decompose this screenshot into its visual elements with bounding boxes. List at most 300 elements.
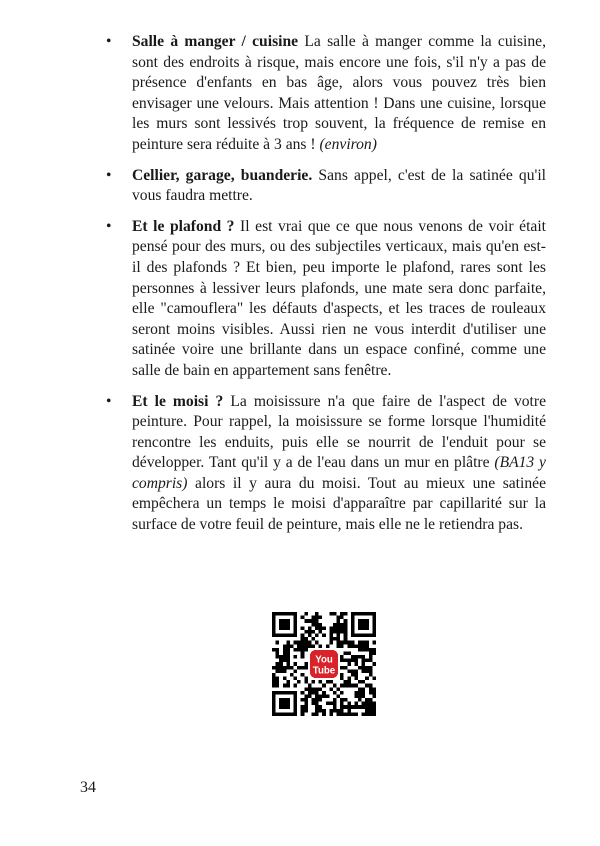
qr-module: [362, 644, 366, 648]
qr-module: [344, 626, 348, 630]
qr-module: [333, 705, 337, 709]
qr-module: [279, 669, 283, 673]
item-text: Il est vrai que ce que nous venons de voir était pensé pour des murs, ou des subjectiles verticaux, mais qu'en est-il des plafonds ? Et bien, peu importe le plafond, rares sont les personnes à lessiver leurs plafonds, une mate sera donc parfaite, elle "camouflera" les défauts d'aspects, et les traces de rouleaux seront moins visibles. Aussi rien ne vous interdit d'utiliser une satinée voire une brillante dans un espace confiné, comme une salle de bain en appartement sans fenêtre.: [132, 217, 546, 379]
youtube-logo-line1: You: [315, 654, 333, 666]
qr-module: [354, 712, 358, 716]
qr-module: [276, 666, 280, 670]
qr-module: [294, 655, 298, 659]
qr-module: [372, 691, 376, 695]
qr-module: [365, 702, 369, 706]
qr-module: [304, 662, 308, 666]
qr-module: [372, 709, 376, 713]
qr-module: [322, 634, 326, 638]
qr-module: [308, 694, 312, 698]
item-heading: Et le moisi ?: [132, 392, 224, 410]
qr-module: [337, 709, 341, 713]
qr-module: [294, 669, 298, 673]
qr-module: [337, 623, 341, 627]
qr-module: [315, 705, 319, 709]
qr-module: [283, 684, 287, 688]
qr-module: [362, 641, 366, 645]
qr-module: [358, 644, 362, 648]
qr-module: [362, 666, 366, 670]
qr-module: [344, 684, 348, 688]
qr-module: [308, 687, 312, 691]
qr-module: [362, 705, 366, 709]
qr-module: [311, 619, 315, 623]
qr-module: [301, 698, 305, 702]
list-item-salle-a-manger: [104, 32, 546, 156]
qr-module: [311, 702, 315, 706]
qr-module: [276, 669, 280, 673]
qr-module: [322, 691, 326, 695]
bullet-icon: •: [106, 217, 112, 235]
qr-module: [297, 648, 301, 652]
qr-module: [344, 619, 348, 623]
qr-module: [362, 648, 366, 652]
qr-module: [319, 698, 323, 702]
qr-module: [344, 630, 348, 634]
qr-module: [362, 712, 366, 716]
item-text: Sans appel, c'est de la satinée qu'il vous faudra mettre.: [132, 166, 546, 205]
qr-module: [340, 623, 344, 627]
qr-module: [340, 673, 344, 677]
qr-module: [372, 641, 376, 645]
qr-module: [304, 612, 308, 616]
qr-module: [354, 659, 358, 663]
qr-module: [304, 644, 308, 648]
qr-module: [279, 659, 283, 663]
qr-module: [301, 641, 305, 645]
qr-module: [315, 619, 319, 623]
qr-module: [344, 612, 348, 616]
qr-module: [276, 655, 280, 659]
qr-module: [329, 641, 333, 645]
qr-module: [369, 655, 373, 659]
qr-module: [286, 651, 290, 655]
qr-module: [337, 634, 341, 638]
qr-module: [340, 659, 344, 663]
qr-module: [372, 651, 376, 655]
qr-module: [351, 712, 355, 716]
qr-module: [354, 655, 358, 659]
qr-module: [333, 612, 337, 616]
qr-module: [333, 698, 337, 702]
qr-module: [319, 709, 323, 713]
item-text-continued: alors il y aura du moisi. Tout au mieux une satinée empêchera un temps le moisi d'apparaître par capillarité sur la surface de votre feuil de peinture, mais elle ne le retiendra pas.: [132, 474, 546, 534]
qr-finder-top-left: [272, 612, 297, 637]
qr-module: [333, 702, 337, 706]
qr-module: [329, 712, 333, 716]
qr-module: [315, 634, 319, 638]
qr-module: [329, 702, 333, 706]
qr-module: [333, 637, 337, 641]
youtube-logo-line2: Tube: [312, 665, 336, 677]
qr-module: [283, 655, 287, 659]
qr-module: [369, 702, 373, 706]
qr-module: [362, 662, 366, 666]
qr-module: [329, 637, 333, 641]
qr-module: [358, 655, 362, 659]
qr-module: [340, 705, 344, 709]
qr-module: [340, 644, 344, 648]
qr-module: [333, 626, 337, 630]
qr-module: [315, 626, 319, 630]
qr-module: [319, 630, 323, 634]
qr-module: [365, 677, 369, 681]
qr-module: [369, 684, 373, 688]
qr-module: [304, 694, 308, 698]
qr-module: [369, 659, 373, 663]
qr-module: [365, 712, 369, 716]
qr-module: [272, 680, 276, 684]
qr-module: [358, 691, 362, 695]
qr-module: [304, 630, 308, 634]
qr-module: [347, 659, 351, 663]
qr-module: [301, 705, 305, 709]
qr-module: [344, 634, 348, 638]
qr-module: [351, 669, 355, 673]
qr-module: [329, 709, 333, 713]
qr-module: [304, 687, 308, 691]
qr-module: [297, 641, 301, 645]
list-item-moisi: [104, 392, 546, 536]
qr-module: [369, 691, 373, 695]
qr-module: [301, 616, 305, 620]
qr-module: [369, 669, 373, 673]
qr-module: [311, 623, 315, 627]
qr-module: [283, 666, 287, 670]
qr-module: [347, 702, 351, 706]
qr-module: [369, 698, 373, 702]
qr-module: [301, 673, 305, 677]
qr-module: [315, 641, 319, 645]
qr-module: [297, 666, 301, 670]
qr-module: [358, 680, 362, 684]
qr-finder-bottom-left: [272, 691, 297, 716]
qr-module: [301, 691, 305, 695]
bullet-icon: •: [106, 166, 112, 184]
qr-module: [319, 616, 323, 620]
qr-module: [297, 644, 301, 648]
qr-module: [276, 641, 280, 645]
qr-module: [311, 712, 315, 716]
qr-module: [344, 641, 348, 645]
qr-module: [286, 655, 290, 659]
qr-module: [354, 694, 358, 698]
qr-module: [337, 630, 341, 634]
youtube-logo-icon: [308, 648, 340, 680]
qr-module: [290, 644, 294, 648]
qr-module: [286, 662, 290, 666]
qr-module: [283, 669, 287, 673]
qr-module: [276, 680, 280, 684]
qr-module: [365, 666, 369, 670]
qr-module: [372, 702, 376, 706]
qr-module: [351, 673, 355, 677]
qr-module: [340, 712, 344, 716]
qr-module: [329, 630, 333, 634]
qr-module: [315, 691, 319, 695]
qr-module: [319, 680, 323, 684]
qr-module: [372, 694, 376, 698]
qr-module: [319, 694, 323, 698]
qr-module: [286, 680, 290, 684]
qr-module: [354, 705, 358, 709]
qr-module: [279, 666, 283, 670]
item-text: La moisissure n'a que faire de l'aspect de votre peinture. Pour rappel, la moisissure se forme lorsque l'humidité rencontre les enduits, puis elle se nourrit de l'enduit pour se développer. Tant qu'il y a de l'eau dans un mur en plâtre: [132, 392, 546, 472]
qr-module: [340, 666, 344, 670]
qr-module: [354, 669, 358, 673]
item-italic-note: (environ): [319, 135, 377, 153]
bullet-list: [104, 32, 546, 536]
qr-module: [347, 684, 351, 688]
qr-module: [308, 644, 312, 648]
qr-module: [308, 691, 312, 695]
qr-module: [340, 698, 344, 702]
qr-module: [358, 694, 362, 698]
qr-module: [333, 630, 337, 634]
qr-module: [286, 648, 290, 652]
qr-module: [347, 705, 351, 709]
qr-module: [326, 644, 330, 648]
qr-module: [279, 662, 283, 666]
qr-module: [351, 659, 355, 663]
qr-module: [326, 702, 330, 706]
youtube-qr-code[interactable]: [272, 612, 376, 716]
qr-module: [297, 680, 301, 684]
qr-module: [358, 648, 362, 652]
qr-module: [308, 630, 312, 634]
qr-module: [286, 659, 290, 663]
qr-module: [369, 648, 373, 652]
qr-module: [369, 705, 373, 709]
qr-module: [301, 626, 305, 630]
qr-module: [347, 677, 351, 681]
qr-module: [301, 644, 305, 648]
qr-module: [311, 616, 315, 620]
qr-module: [311, 687, 315, 691]
qr-module: [304, 648, 308, 652]
qr-module: [354, 677, 358, 681]
qr-module: [344, 680, 348, 684]
qr-module: [337, 712, 341, 716]
qr-module: [301, 712, 305, 716]
qr-module: [301, 666, 305, 670]
qr-module: [337, 687, 341, 691]
qr-module: [308, 626, 312, 630]
qr-module: [311, 698, 315, 702]
qr-module: [322, 626, 326, 630]
qr-module: [272, 648, 276, 652]
qr-module: [308, 619, 312, 623]
qr-module: [308, 641, 312, 645]
qr-module: [319, 687, 323, 691]
qr-module: [315, 616, 319, 620]
qr-module: [372, 648, 376, 652]
qr-module: [272, 677, 276, 681]
qr-module: [286, 684, 290, 688]
qr-module: [351, 644, 355, 648]
qr-module: [369, 666, 373, 670]
qr-module: [340, 630, 344, 634]
qr-module: [365, 669, 369, 673]
qr-module: [372, 705, 376, 709]
qr-module: [311, 630, 315, 634]
qr-module: [276, 662, 280, 666]
qr-module: [358, 698, 362, 702]
qr-module: [319, 623, 323, 627]
qr-module: [372, 677, 376, 681]
qr-module: [329, 680, 333, 684]
qr-module: [365, 709, 369, 713]
qr-module: [351, 705, 355, 709]
qr-module: [354, 644, 358, 648]
qr-module: [344, 666, 348, 670]
qr-module: [276, 684, 280, 688]
qr-module: [286, 641, 290, 645]
qr-module: [301, 648, 305, 652]
qr-module: [272, 684, 276, 688]
qr-module: [326, 680, 330, 684]
qr-module: [337, 641, 341, 645]
qr-module: [358, 687, 362, 691]
qr-module: [351, 684, 355, 688]
qr-module: [365, 698, 369, 702]
item-text: La salle à manger comme la cuisine, sont des endroits à risque, mais encore une fois, s'il n'y a pas de présence d'enfants en bas âge, alors vous pouvez très bien envisager une velours. Mais attention ! Dans une cuisine, lorsque les murs sont lessivés trop souvent, la fréquence de remise en peinture sera réduite à 3 ans !: [132, 33, 546, 153]
qr-module: [358, 641, 362, 645]
qr-module: [344, 712, 348, 716]
qr-module: [347, 641, 351, 645]
qr-module: [340, 677, 344, 681]
qr-module: [344, 637, 348, 641]
qr-module: [301, 651, 305, 655]
qr-module: [315, 612, 319, 616]
qr-module: [372, 662, 376, 666]
qr-module: [365, 648, 369, 652]
qr-module: [329, 612, 333, 616]
qr-module: [362, 691, 366, 695]
qr-module: [369, 687, 373, 691]
qr-module: [369, 712, 373, 716]
qr-module: [337, 644, 341, 648]
qr-module: [304, 698, 308, 702]
qr-module: [337, 616, 341, 620]
qr-module: [340, 626, 344, 630]
qr-module: [315, 709, 319, 713]
qr-module: [276, 677, 280, 681]
qr-module: [333, 684, 337, 688]
qr-module: [362, 694, 366, 698]
qr-module: [372, 687, 376, 691]
qr-module: [358, 705, 362, 709]
qr-module: [304, 709, 308, 713]
qr-module: [354, 662, 358, 666]
qr-module: [351, 655, 355, 659]
qr-module: [304, 641, 308, 645]
qr-module: [344, 651, 348, 655]
qr-module: [362, 702, 366, 706]
qr-module: [369, 673, 373, 677]
qr-module: [354, 691, 358, 695]
qr-module: [362, 655, 366, 659]
qr-module: [362, 680, 366, 684]
list-item-cellier: [104, 166, 546, 207]
qr-module: [347, 669, 351, 673]
item-heading: Salle à manger / cuisine: [132, 33, 299, 50]
qr-module: [279, 655, 283, 659]
qr-module: [326, 694, 330, 698]
qr-module: [272, 673, 276, 677]
page-content: [104, 32, 546, 546]
qr-module: [283, 659, 287, 663]
qr-module: [304, 666, 308, 670]
qr-module: [365, 641, 369, 645]
qr-module: [344, 659, 348, 663]
qr-module: [276, 648, 280, 652]
qr-module: [344, 623, 348, 627]
qr-module: [322, 684, 326, 688]
qr-module: [340, 684, 344, 688]
qr-module: [347, 644, 351, 648]
qr-module: [294, 648, 298, 652]
qr-module: [340, 691, 344, 695]
qr-module: [290, 666, 294, 670]
qr-finder-top-right: [351, 612, 376, 637]
qr-module: [347, 662, 351, 666]
qr-module: [322, 694, 326, 698]
qr-module: [340, 655, 344, 659]
qr-module: [301, 634, 305, 638]
qr-module: [304, 705, 308, 709]
qr-module: [286, 644, 290, 648]
qr-module: [315, 623, 319, 627]
qr-module: [304, 702, 308, 706]
qr-module: [290, 673, 294, 677]
qr-module: [294, 684, 298, 688]
item-heading: Et le plafond ?: [132, 217, 235, 235]
qr-module: [369, 709, 373, 713]
qr-module: [315, 698, 319, 702]
qr-module: [311, 637, 315, 641]
qr-module: [329, 634, 333, 638]
qr-module: [344, 705, 348, 709]
qr-module: [340, 709, 344, 713]
qr-module: [315, 694, 319, 698]
qr-module: [372, 712, 376, 716]
qr-module: [347, 651, 351, 655]
qr-module: [362, 687, 366, 691]
qr-module: [354, 684, 358, 688]
qr-module: [319, 626, 323, 630]
qr-module: [283, 644, 287, 648]
qr-module: [365, 659, 369, 663]
qr-module: [301, 637, 305, 641]
qr-module: [304, 637, 308, 641]
qr-module: [283, 651, 287, 655]
qr-module: [315, 712, 319, 716]
qr-module: [308, 684, 312, 688]
qr-module: [301, 709, 305, 713]
qr-module: [276, 651, 280, 655]
qr-module: [294, 677, 298, 681]
qr-module: [333, 709, 337, 713]
qr-module: [304, 677, 308, 681]
qr-module: [340, 641, 344, 645]
qr-module: [311, 691, 315, 695]
qr-module: [283, 677, 287, 681]
qr-module: [358, 666, 362, 670]
